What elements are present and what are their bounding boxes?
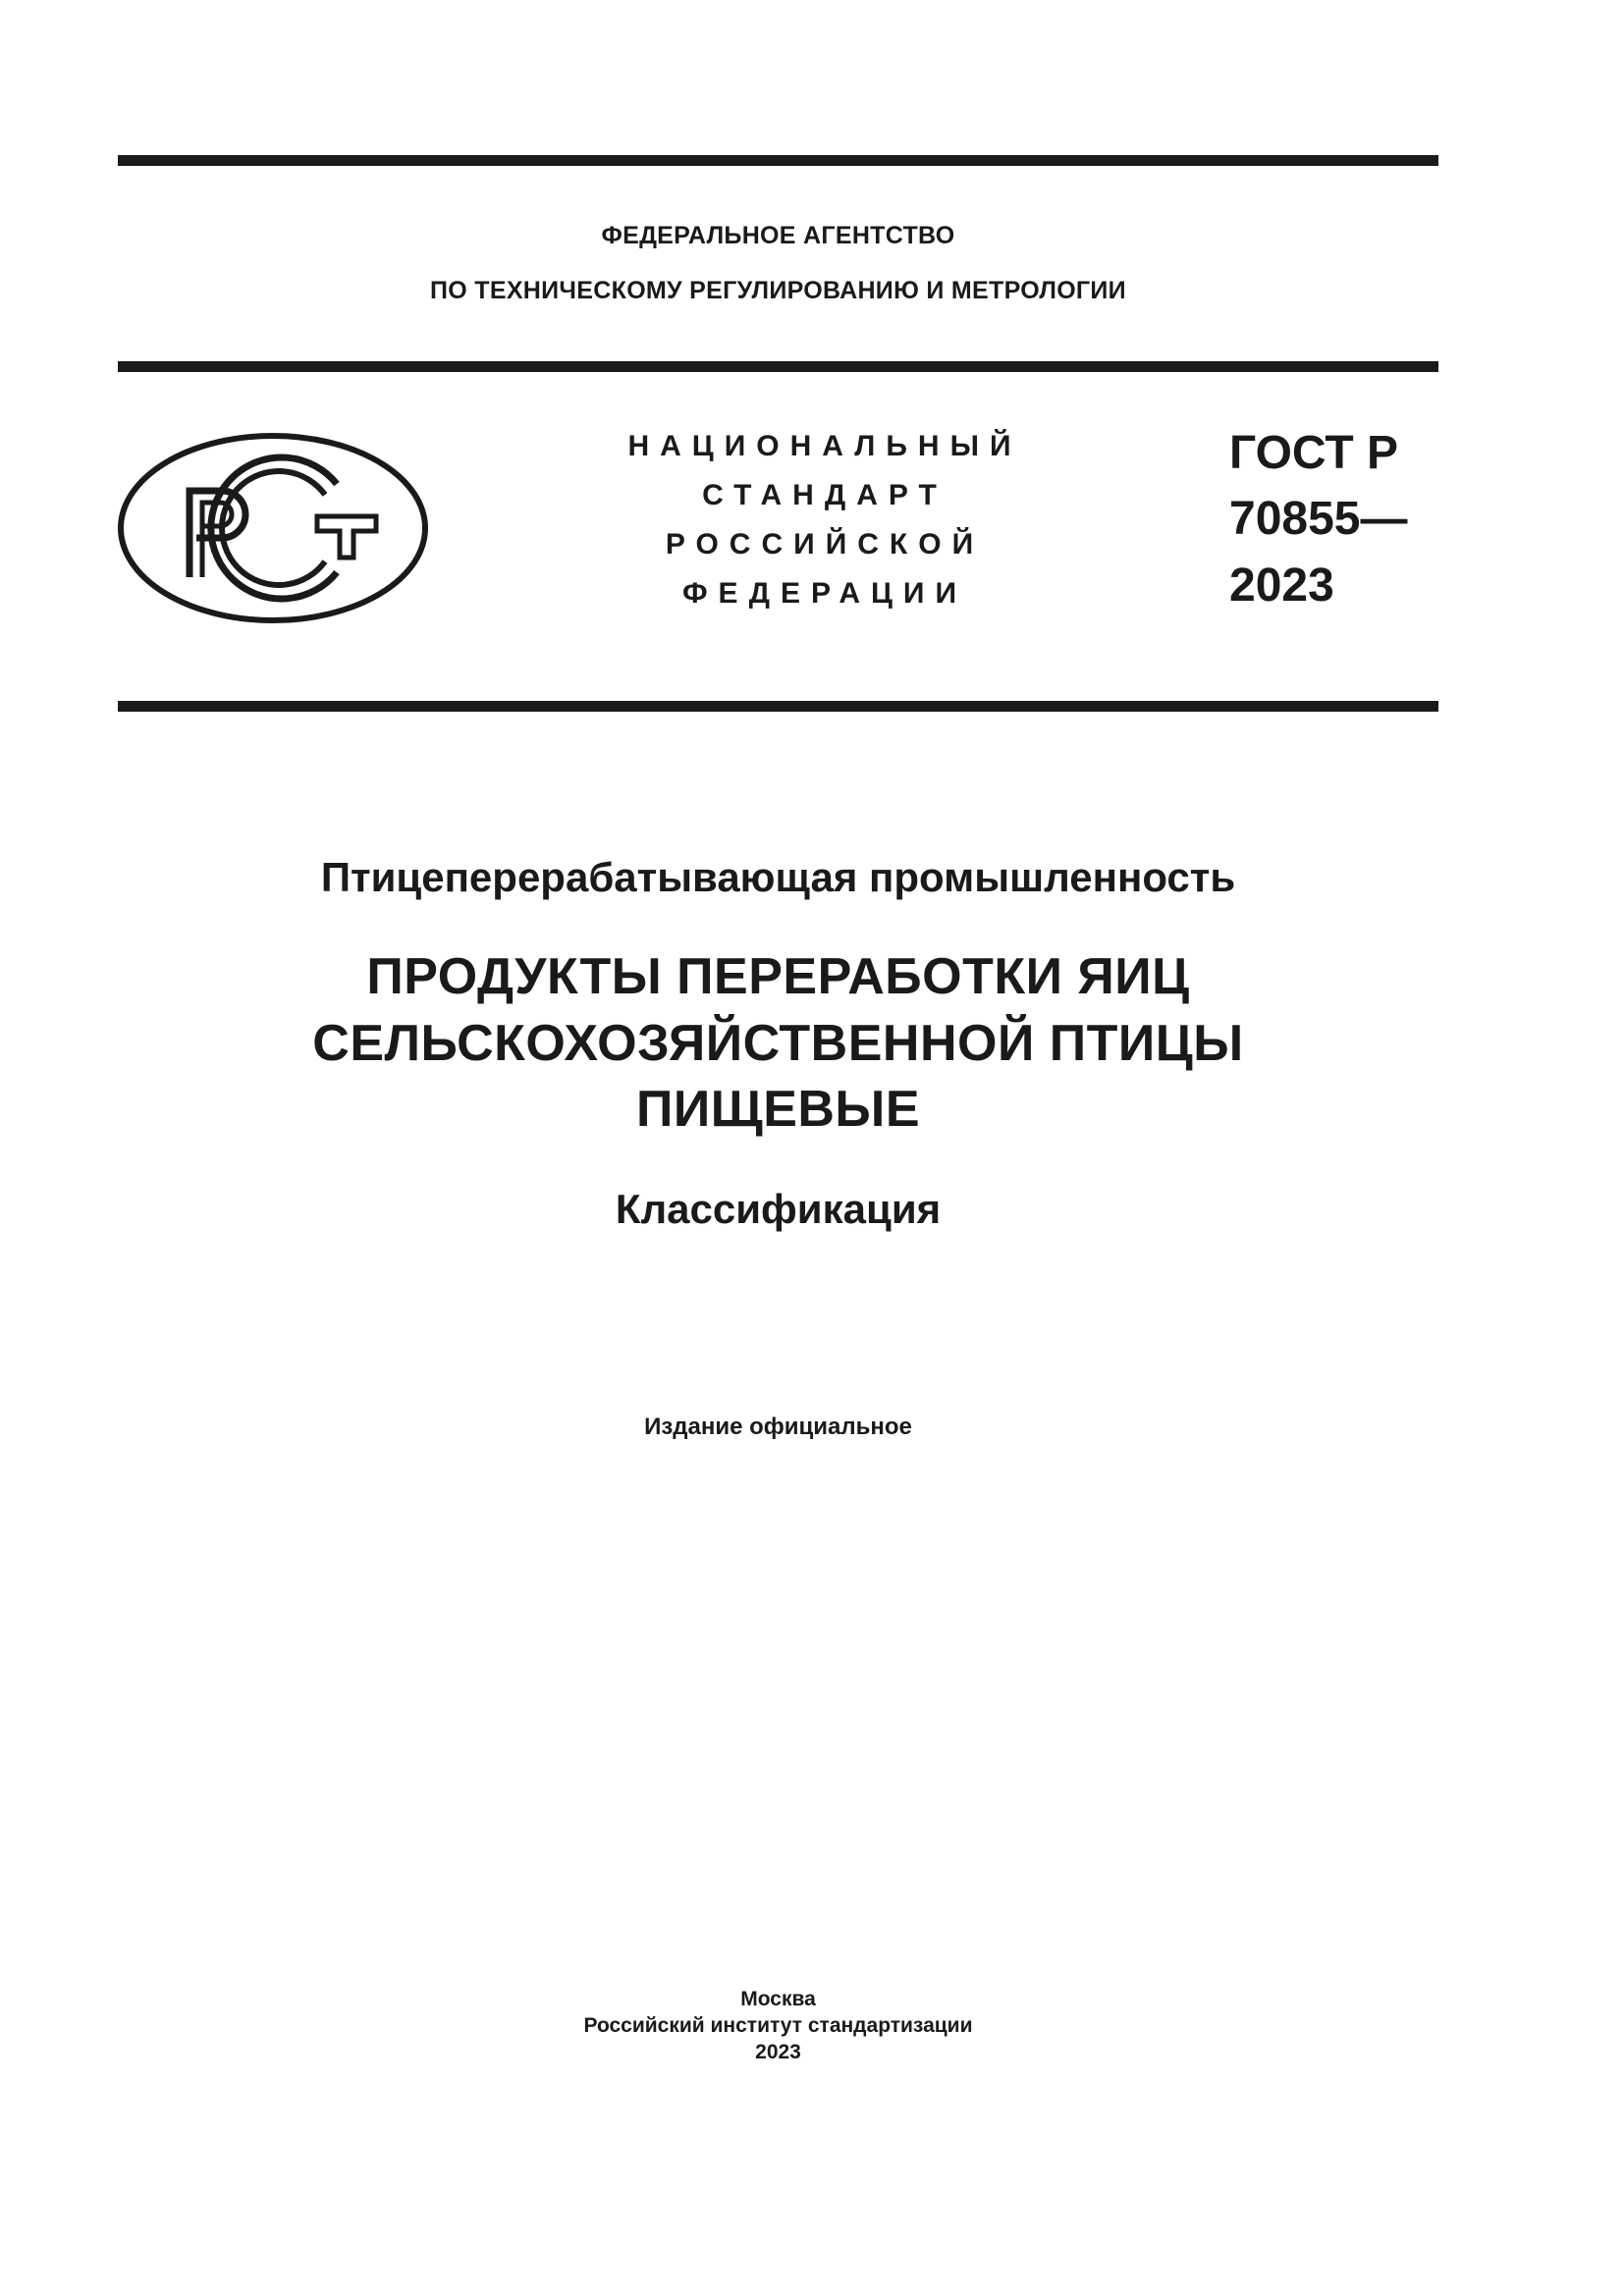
rst-logo-icon xyxy=(116,430,430,626)
national-standard-line-2: СТАНДАРТ xyxy=(702,479,947,511)
header-bottom-rule xyxy=(118,701,1438,712)
document-title-line-1: ПРОДУКТЫ ПЕРЕРАБОТКИ ЯИЦ xyxy=(366,948,1190,1005)
imprint-city: Москва xyxy=(740,1988,816,2010)
edition-note: Издание официальное xyxy=(644,1414,912,1440)
document-title-line-2: СЕЛЬСКОХОЗЯЙСТВЕННОЙ ПТИЦЫ xyxy=(312,1015,1244,1072)
top-rule xyxy=(118,155,1438,166)
national-standard-line-3: РОССИЙСКОЙ xyxy=(665,528,985,561)
gost-designation-line-2: 70855— xyxy=(1229,493,1408,545)
national-standard-line-1: НАЦИОНАЛЬНЫЙ xyxy=(627,430,1022,462)
document-subject: Птицеперерабатывающая промышленность xyxy=(320,854,1236,900)
document-subtitle: Классификация xyxy=(615,1186,942,1232)
agency-bottom-rule xyxy=(118,361,1438,372)
gost-designation-line-3: 2023 xyxy=(1229,560,1334,612)
gost-designation-line-1: ГОСТ Р xyxy=(1229,427,1399,479)
agency-name-line-1: ФЕДЕРАЛЬНОЕ АГЕНТСТВО xyxy=(601,222,955,249)
imprint-year: 2023 xyxy=(755,2041,801,2063)
document-title-line-3: ПИЩЕВЫЕ xyxy=(635,1081,921,1138)
national-standard-line-4: ФЕДЕРАЦИИ xyxy=(681,577,968,610)
agency-name-line-2: ПО ТЕХНИЧЕСКОМУ РЕГУЛИРОВАНИЮ И МЕТРОЛОГИИ xyxy=(430,277,1126,304)
imprint-publisher: Российский институт стандартизации xyxy=(583,2014,973,2037)
